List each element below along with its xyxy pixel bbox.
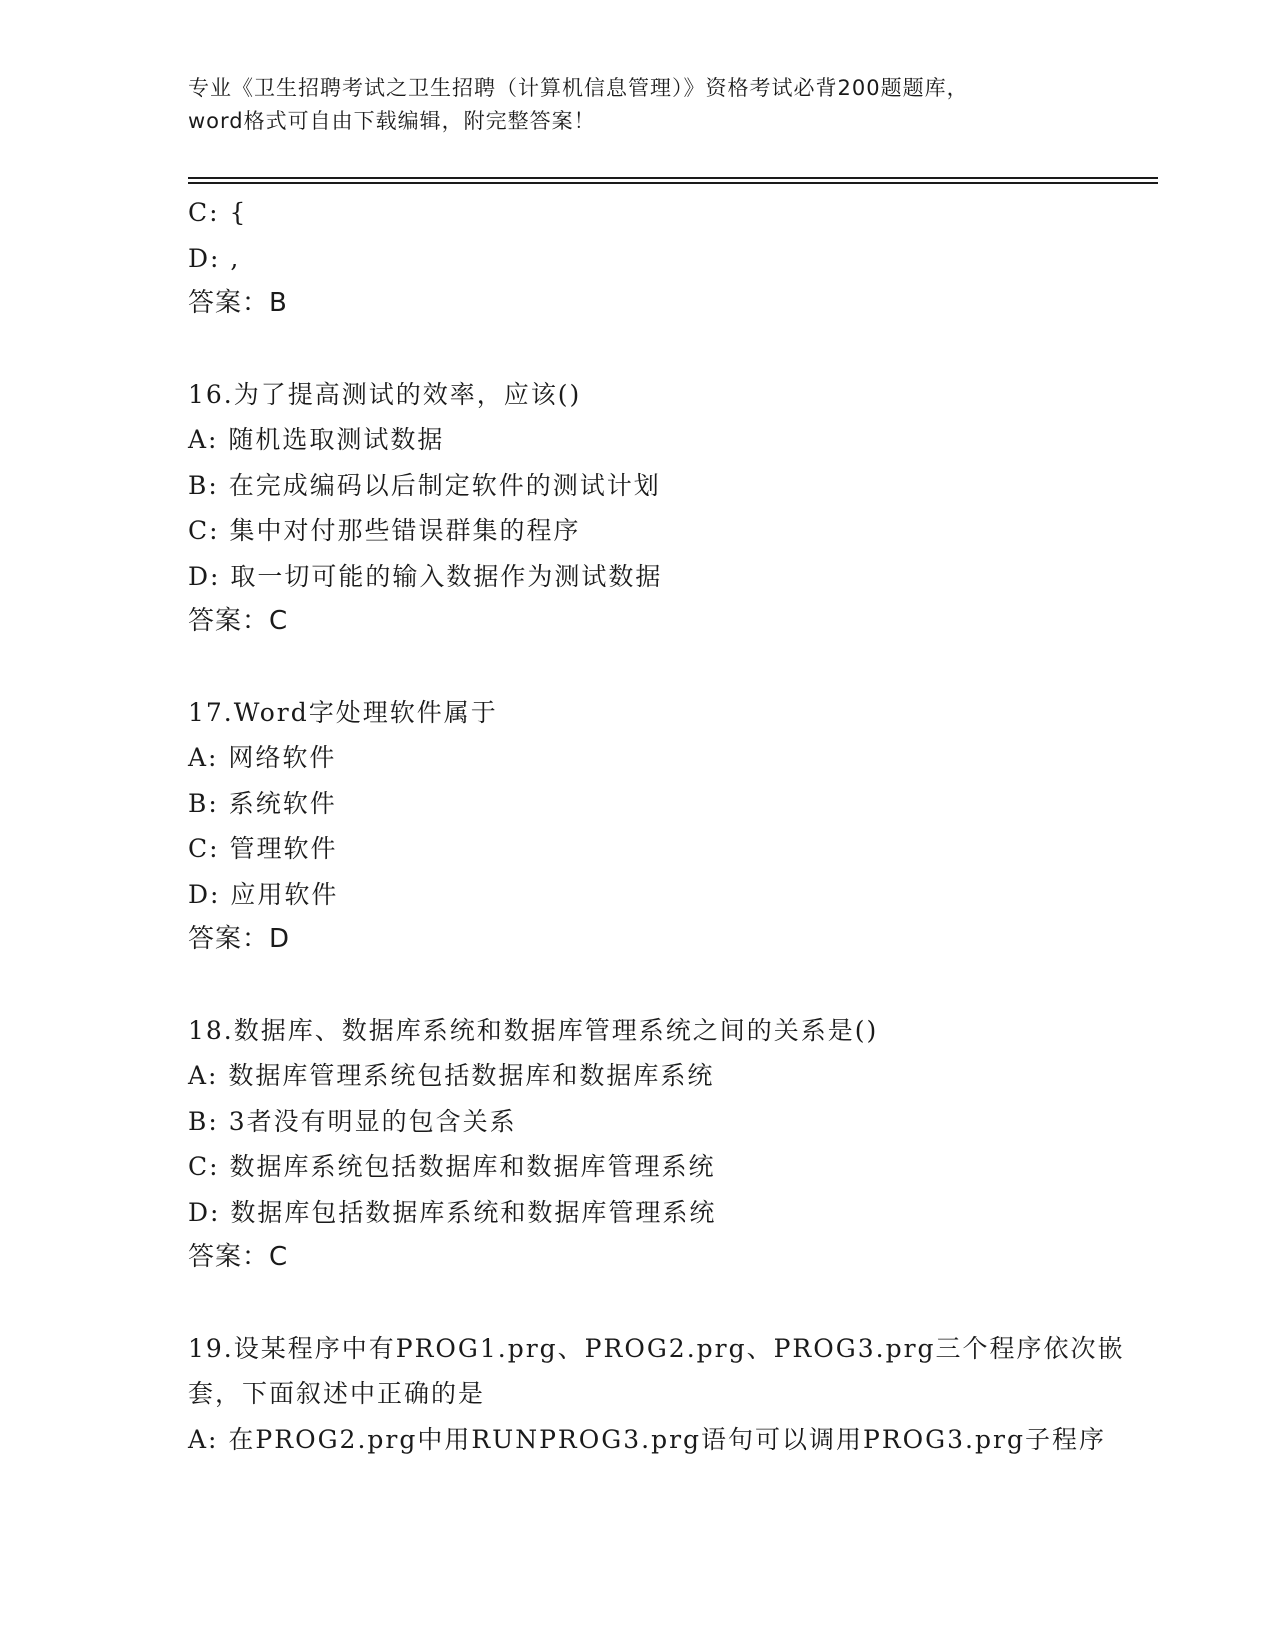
question-text: 16.为了提高测试的效率，应该() [188,379,582,409]
answer: 答案：C [188,606,289,636]
option-c: C: 集中对付那些错误群集的程序 [188,516,581,545]
question-17 [188,690,1148,963]
header-line-1: 专业《卫生招聘考试之卫生招聘（计算机信息管理）》资格考试必背200题题库， [188,76,969,100]
option-b: B: 系统软件 [188,788,337,818]
answer: 答案：C [188,1242,289,1272]
question-15-tail [188,190,1148,327]
spacer [188,645,1148,690]
question-text-line-2: 套，下面叙述中正确的是 [188,1379,486,1408]
header-divider-bottom [188,182,1158,184]
header-divider-top [188,177,1158,179]
option-c: C: { [188,198,248,227]
question-16 [188,372,1148,645]
page-header [188,72,1088,138]
option-a: A: 数据库管理系统包括数据库和数据库系统 [188,1061,715,1090]
question-list [188,190,1148,1462]
spacer [188,1281,1148,1326]
answer: 答案：D [188,924,291,954]
option-a: A: 随机选取测试数据 [188,425,445,454]
question-text-line-1: 19.设某程序中有PROG1.prg、PROG2.prg、PROG3.prg三个程序依次嵌 [188,1333,1125,1363]
option-d: D: 数据库包括数据库系统和数据库管理系统 [188,1197,717,1227]
option-d: D: 取一切可能的输入数据作为测试数据 [188,561,663,591]
option-b: B: 在完成编码以后制定软件的测试计划 [188,470,661,500]
question-18 [188,1008,1148,1281]
question-text: 18.数据库、数据库系统和数据库管理系统之间的关系是() [188,1015,879,1045]
header-line-2: word格式可自由下载编辑，附完整答案！ [188,109,596,133]
option-d: D: , [188,243,241,273]
option-c: C: 数据库系统包括数据库和数据库管理系统 [188,1152,716,1181]
option-c: C: 管理软件 [188,834,338,863]
spacer [188,963,1148,1008]
option-a: A: 网络软件 [188,743,337,772]
question-text: 17.Word字处理软件属于 [188,697,498,727]
answer: 答案：B [188,288,288,318]
question-19 [188,1326,1148,1463]
option-d: D: 应用软件 [188,879,339,909]
option-a: A: 在PROG2.prg中用RUNPROG3.prg语句可以调用PROG3.prg子程序 [188,1424,1106,1454]
option-b: B: 3者没有明显的包含关系 [188,1106,517,1136]
spacer [188,327,1148,372]
